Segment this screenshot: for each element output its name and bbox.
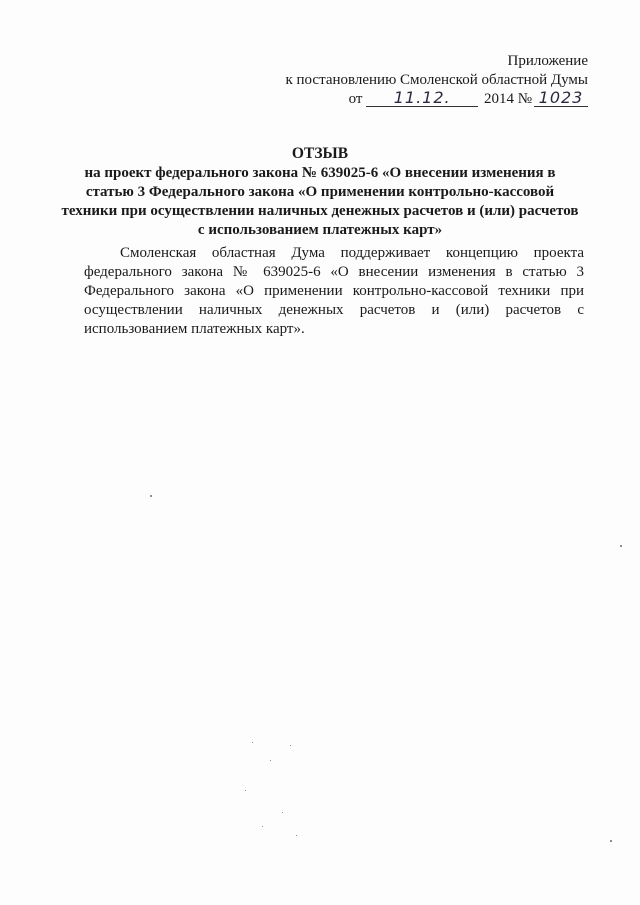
appendix-date-line (349, 90, 588, 109)
from-label: от (348, 91, 363, 107)
handwritten-date: 11.12. (366, 90, 478, 107)
document-title-block (60, 144, 580, 240)
body-paragraph: Смоленская областная Дума поддерживает концепцию проекта федерального закона № 639025-6 «О внесении изменения в статью 3 Федерального закона «О применении контрольно-кассовой техники при осуществлении наличных денежных расчетов и (или) расчетов с использованием платежных карт». (84, 245, 584, 337)
handwritten-number: 1023 (534, 90, 588, 107)
document-subtitle: на проект федерального закона № 639025-6 «О внесении изменения в статью 3 Федерального закона «О применении контрольно-кассовой техники при осуществлении наличных денежных расчетов и (или) расчетов с использованием платежных карт» (61, 165, 579, 238)
appendix-label: Приложение (507, 53, 588, 69)
appendix-header (285, 52, 588, 109)
document-heading: ОТЗЫВ (291, 145, 349, 162)
appendix-resolution-ref: к постановлению Смоленской областной Думы (285, 72, 588, 88)
year-number-label: 2014 № (483, 91, 532, 107)
